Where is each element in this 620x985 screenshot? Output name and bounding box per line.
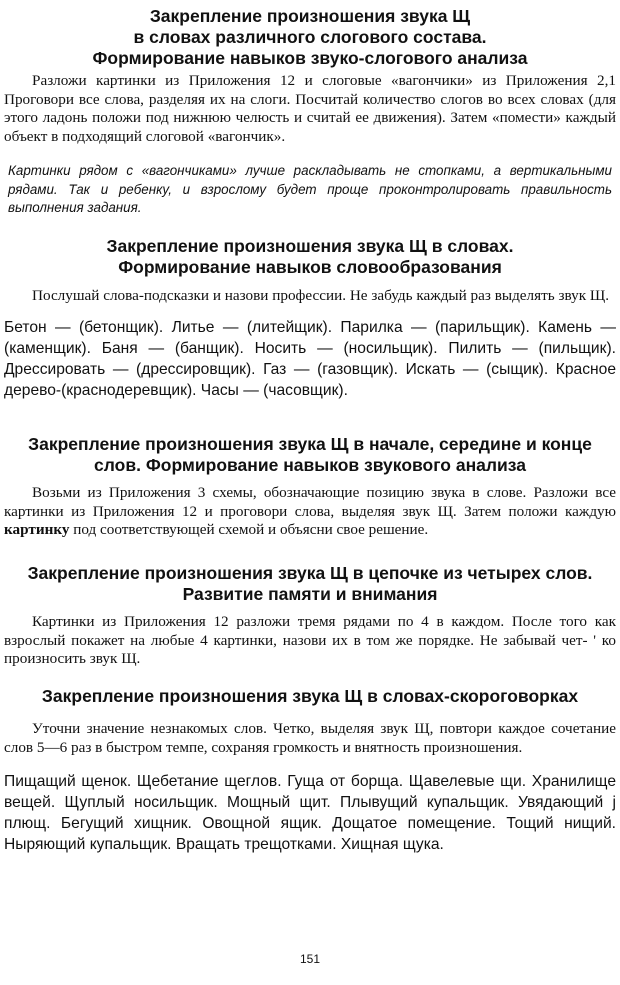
word-list: Бетон — (бетонщик). Литье — (литейщик). Парилка — (парильщик). Камень — (каменщик). Баня — (банщик). Носить — (носильщик). Пилить — (пильщик). Дрессировать — (дрессировщик). Газ — (газовщик). Искать — (сыщик). Красное дерево-(краснодеревщик). Часы — (часовщик). <box>4 318 616 399</box>
section-heading: Закрепление произношения звука Щ в цепочке из четырех слов. Развитие памяти и внимания <box>27 563 593 604</box>
instruction-text: Послушай слова-подсказки и назови профессии. Не забудь каждый раз выделять звук Щ. <box>32 287 609 304</box>
section-word-formation <box>0 236 620 401</box>
section-tongue-twisters <box>0 686 620 855</box>
section-syllable-analysis <box>0 6 620 218</box>
instruction-text: Разложи картинки из Приложения 12 и слоговые «вагончики» из Приложения 2,1 Проговори все слова, разделяя их на слоги. Посчитай количество слогов во всех словах (для этого ладонь положи под нижнюю челюсть и считай ее движения). Затем «помести» каждый объект в подходящий слоговой «вагончик». <box>4 72 616 145</box>
page-number: 151 <box>299 952 321 966</box>
section-heading: Закрепление произношения звука Щ в словах-скороговорках <box>41 686 579 706</box>
instruction-text: Картинки из Приложения 12 разложи тремя рядами по 4 в каждом. После того как взрослый покажет на любые 4 картинки, назови их в том же порядке. Не забывай чет- ' ко произносить звук Щ. <box>4 613 616 667</box>
instruction-text: Уточни значение незнакомых слов. Четко, выделяя звук Щ, повтори каждое сочетание слов 5—6 раз в быстром темпе, сохраняя громкость и внятность произношения. <box>4 720 616 756</box>
section-sound-position <box>0 434 620 540</box>
section-heading: Закрепление произношения звука Щ в словах. Формирование навыков словообразования <box>106 236 514 277</box>
section-heading: Закрепление произношения звука Щ в словах различного слогового состава. Формирование навыков звуко-слогового анализа <box>92 6 528 68</box>
parent-note: Картинки рядом с «вагончиками» лучше раскладывать не стопками, а вертикальными рядами. Так и ребенку, и взрослому будет проще проконтролировать правильность выполнения задания. <box>8 163 612 215</box>
instruction-text: Возьми из Приложения 3 схемы, обозначающие позицию звука в слове. Разложи все картинки из Приложения 12 и проговори слова, выделяя звук Щ. Затем положи каждую картинку под соответствующей схемой и объясни свое решение. <box>4 484 616 538</box>
section-heading: Закрепление произношения звука Щ в начале, середине и конце слов. Формирование навыков звукового анализа <box>28 434 592 475</box>
word-list: Пищащий щенок. Щебетание щеглов. Гуща от борща. Щавелевые щи. Хранилище вещей. Щуплый носильщик. Мощный щит. Плывущий купальщик. Увядающий j плющ. Бегущий хищник. Овощной ящик. Дощатое помещение. Тощий нищий. Ныряющий купальщик. Вращать трещотками. Хищная щука. <box>4 773 616 853</box>
bold-word: картинку <box>4 521 70 538</box>
section-four-word-chain <box>0 563 620 669</box>
